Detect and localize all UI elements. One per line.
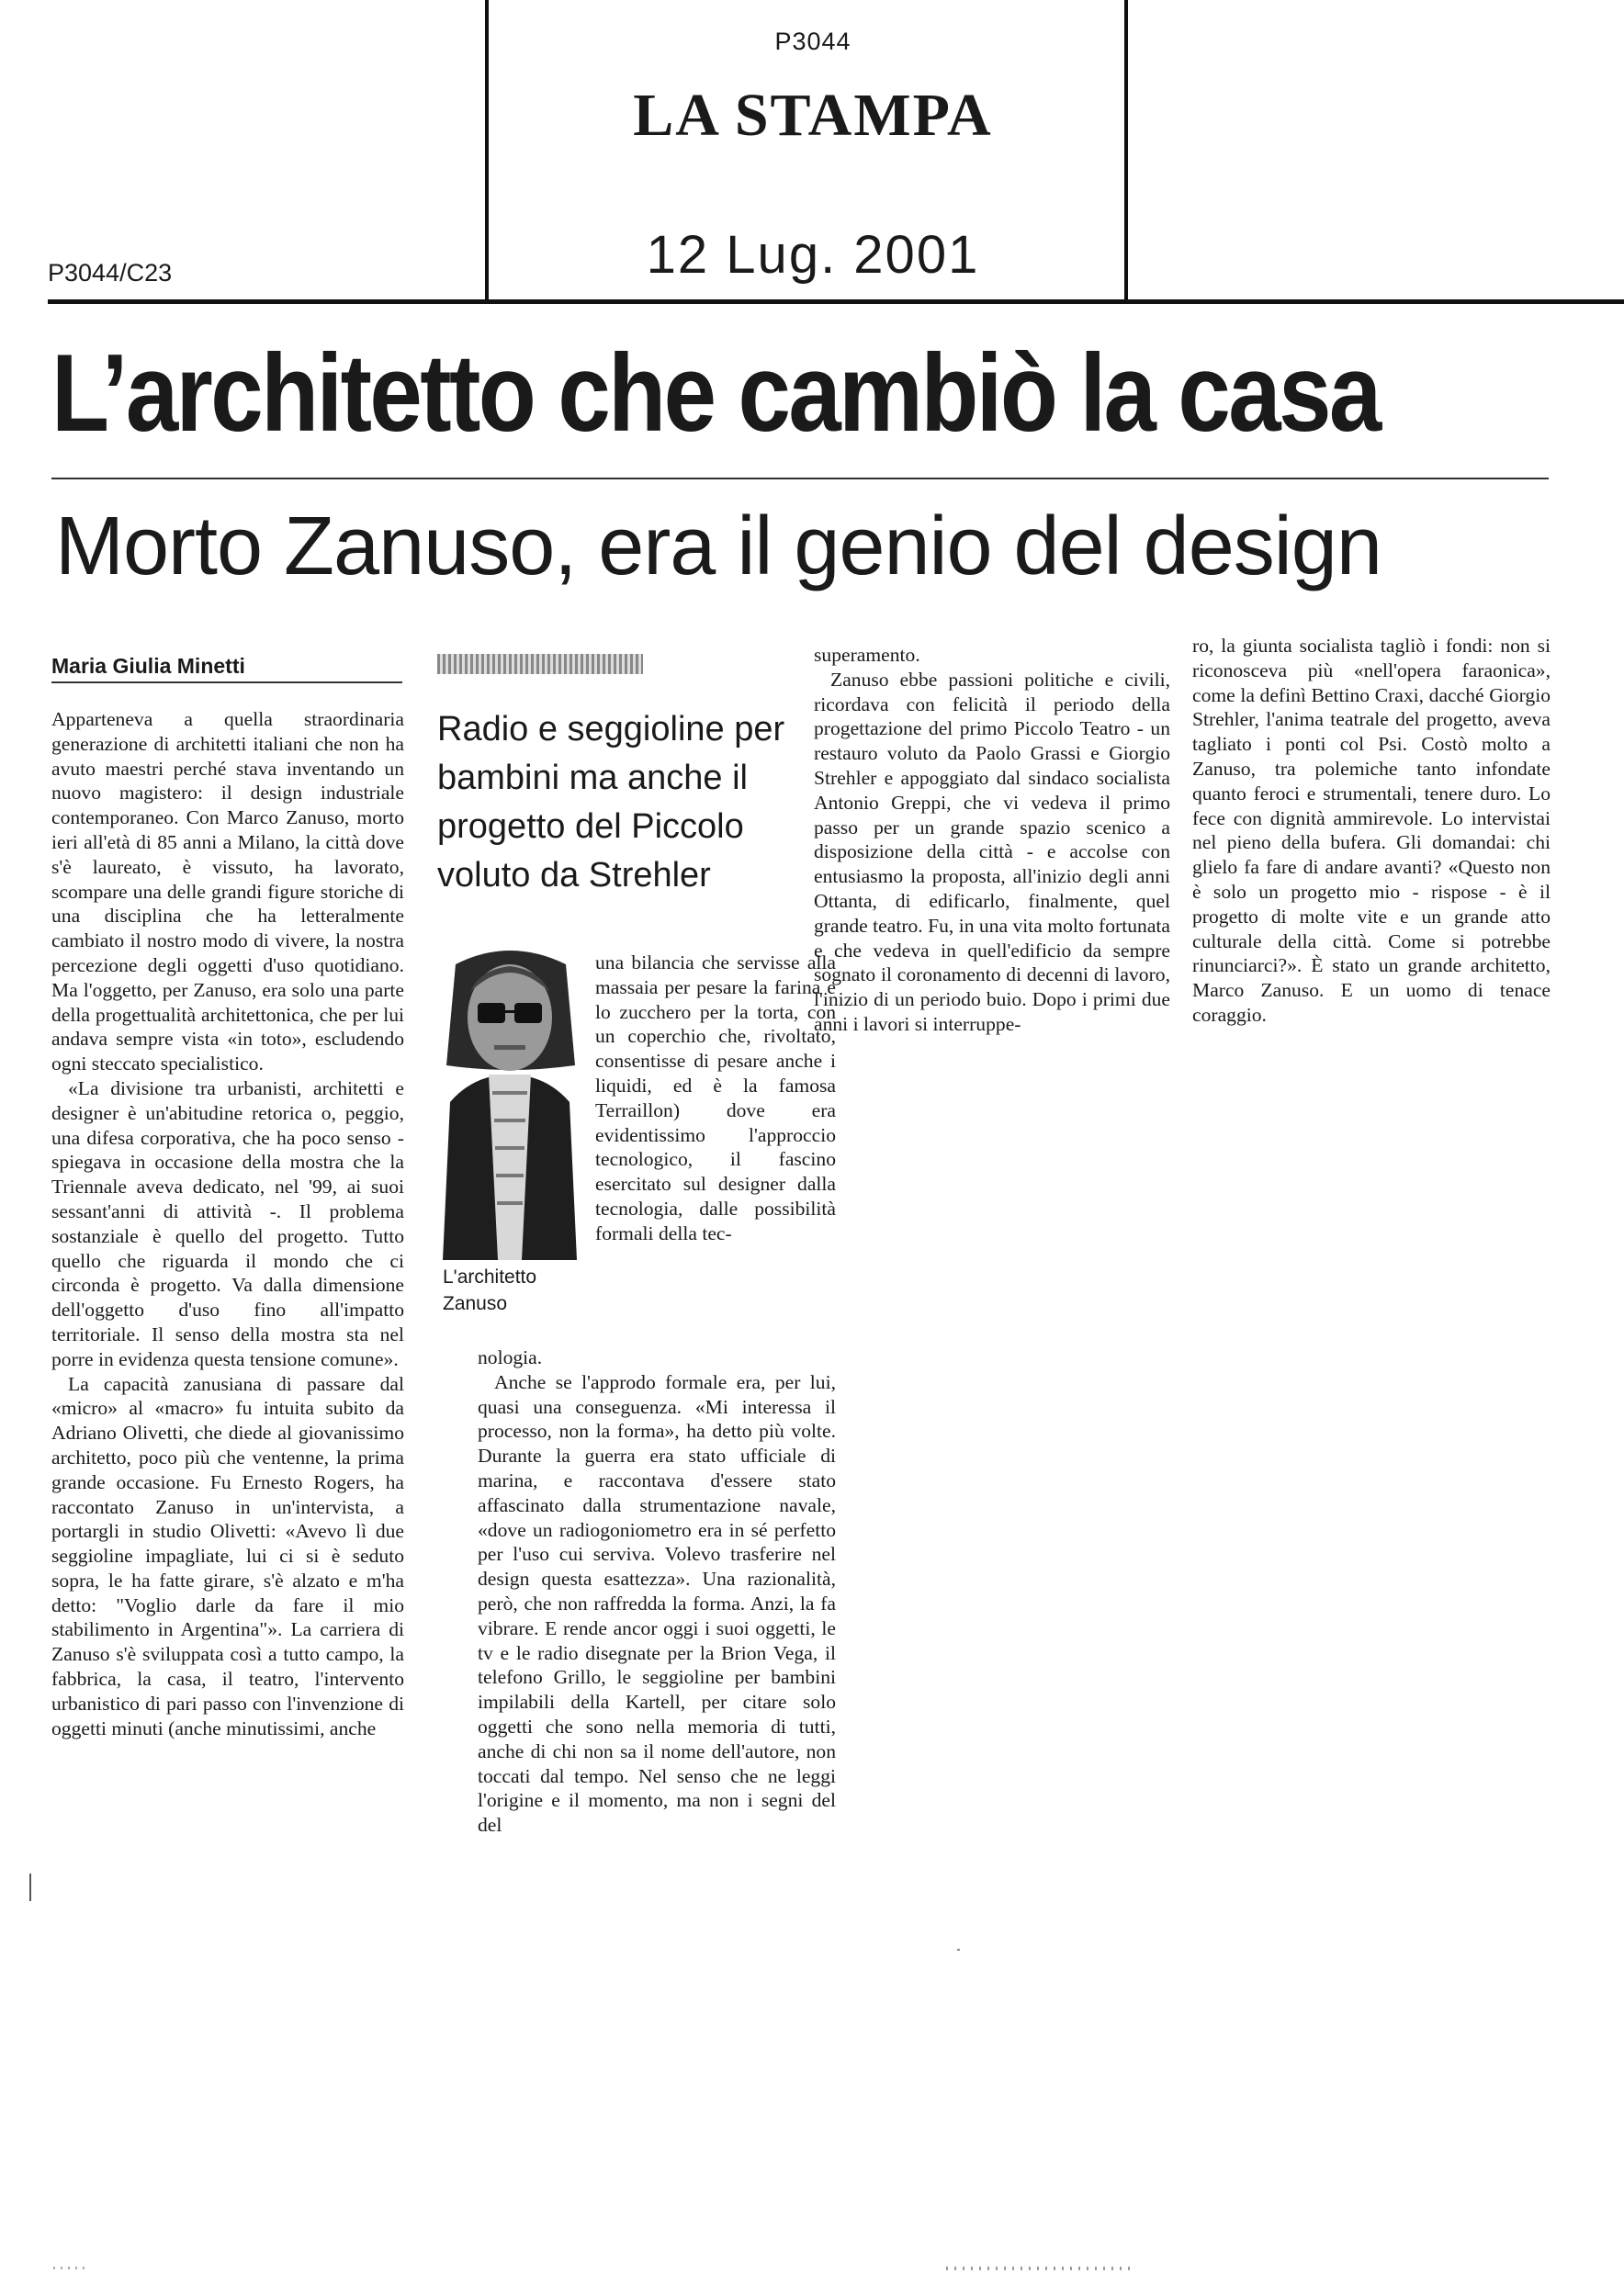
publication-date: 12 Lug. 2001 <box>646 225 980 285</box>
header-divider-right <box>1124 0 1128 303</box>
archive-code-left: P3044/C23 <box>48 259 173 287</box>
paragraph: Anche se l'approdo formale era, per lui, quasi una conseguenza. «Mi interessa il processo, non la forma», ha detto più volte. Durante la guerra era stato ufficiale di marina, e raccontava d'essere stato affascinato dalla strumentazione navale, «dove un radiogoniometro era in sé perfetto per l'uso cui serviva. Volevo trasferire nel design questa esattezza». Una razionalità, però, che non raffredda la forma. Anzi, la fa vibrare. E rende ancor oggi i suoi oggetti, le tv e le radio disegnate per la Brion Vega, il telefono Grillo, le seggioline per bambini impilabili della Kartell, per citare solo oggetti che sono nella memoria di tutti, anche di chi non sa il nome dell'autore, non toccati dal tempo. Nel senso che ne leggi l'origine e il momento, ma non i segni del del <box>478 1370 836 1837</box>
headline: L’architetto che cambiò la casa <box>51 332 1380 455</box>
article-column-1 <box>51 707 404 1740</box>
paragraph: una bilancia che servisse alla massaia per pesare la farina e lo zucchero per la torta, con un coperchio che, rivoltato, consentisse di pesare anche i liquidi, ed è la famosa Terraillon) dove era evidentissimo l'approccio tecnologico, il fascino esercitato sul designer dalla tecnologia, dalle possibilità formali della tec- <box>595 951 836 1244</box>
scan-specks <box>53 2267 90 2269</box>
byline: Maria Giulia Minetti <box>51 654 245 678</box>
header-rule <box>48 299 1624 304</box>
headline-rule <box>51 478 1549 479</box>
portrait-image <box>437 937 582 1260</box>
byline-rule <box>51 681 402 683</box>
article-column-4 <box>814 643 1170 1037</box>
masthead: LA STAMPA <box>633 82 993 149</box>
paragraph: La capacità zanusiana di passare dal «micro» al «macro» fu intuita subito da Adriano Olivetti, che diede al giovanissimo architetto, poco più che ventenne, la prima grande occasione. Fu Ernesto Rogers, ha raccontato Zanuso in un'intervista, a portargli in studio Olivetti: «Avevo lì due seggioline impagliate, lui ci si è seduto sopra, le ha fatte girare, s'è alzato e m'ha detto: "Voglio darle da fare il mio stabilimento in Argentina"». La carriera di Zanuso s'è sviluppata così a tutto campo, la fabbrica, la casa, il teatro, l'intervento urbanistico di pari passo con l'invenzione di oggetti minuti (anche minutissimi, anche <box>51 1372 404 1739</box>
scan-specks <box>946 2267 1130 2270</box>
paragraph: nologia. <box>478 1346 543 1368</box>
article-column-3 <box>595 951 836 1246</box>
subheadline: Morto Zanuso, era il genio del design <box>55 501 1382 592</box>
portrait-photo <box>437 937 582 1260</box>
photo-caption: L'architetto Zanuso <box>443 1266 537 1314</box>
paragraph: ro, la giunta socialista tagliò i fondi: non si riconosceva più «nell'opera faraonica», come la definì Bettino Craxi, dacché Giorgio Strehler, l'anima teatrale del progetto, aveva tagliato i ponti col Psi. Costò molto a Zanuso, tra polemiche tanto infondate quanto feroci e strumentali, tenere duro. Lo fece con dignità ammirevole. Lo intervistai nel pieno della bufera. Gli domandai: chi glielo fa fare di andare avanti? «Questo non è solo un progetto mio - rispose - è il progetto di molte vite e un grande atto culturale della città. Come si potrebbe rinunciarci?». È stato un grande architetto, Marco Zanuso. E un uomo di tenace coraggio. <box>1192 635 1551 1026</box>
article-column-3-continued <box>478 1345 836 1838</box>
pullquote: Radio e seggioline per bambini ma anche il progetto del Piccolo voluto da Strehler <box>437 710 785 895</box>
paragraph: superamento. <box>814 644 920 666</box>
scan-speck <box>957 1949 960 1951</box>
archive-code-top: P3044 <box>774 28 851 55</box>
header-divider-left <box>485 0 489 303</box>
paragraph: Zanuso ebbe passioni politiche e civili, ricordava con felicità il periodo della progettazione del primo Piccolo Teatro - un restauro voluto da Paolo Grassi e Giorgio Strehler e appoggiato dal sindaco socialista Antonio Greppi, che vi vedeva il primo passo per un grande spazio scenico a disposizione della città - e accolse con entusiasmo la proposta, all'inizio degli anni Ottanta, di edificarlo, finalmente, quel grande teatro. Fu, in una vita molto fortunata e che vedeva in quell'edificio da sempre sognato il coronamento di decenni di lavoro, l'inizio di un periodo buio. Dopo i primi due anni i lavori si interruppe- <box>814 668 1170 1035</box>
pullquote-marker <box>437 654 643 674</box>
article-column-5 <box>1192 634 1551 1028</box>
scan-margin-mark <box>29 1874 31 1901</box>
paragraph: Apparteneva a quella straordinaria generazione di architetti italiani che non ha avuto maestri perché stava inventando un nuovo magistero: il design industriale contemporaneo. Con Marco Zanuso, morto ieri all'età di 85 anni a Milano, la città dove s'è laureato, è vissuto, ha lavorato, scompare una delle grandi figure storiche di una disciplina che ha letteralmente cambiato il nostro modo di vivere, la nostra percezione degli oggetti d'uso quotidiano. Ma l'oggetto, per Zanuso, era solo una parte della progettualità architettonica, che per lui andava sempre vista «in toto», escludendo ogni steccato specialistico. <box>51 708 404 1075</box>
paragraph: «La divisione tra urbanisti, architetti e designer è un'abitudine retorica o, peggio, una difesa corporativa, che ha poco senso - spiegava in occasione della mostra che la Triennale aveva dedicato, nel '99, ai suoi sessant'anni di attività -. Il problema sostanziale è quello del progetto. Tutto quello che riguarda il mondo che ci circonda è progetto. Va dalla dimensione dell'oggetto d'uso fino all'impatto territoriale. Il senso della mostra sta nel porre in evidenza questa tensione comune». <box>51 1076 404 1370</box>
